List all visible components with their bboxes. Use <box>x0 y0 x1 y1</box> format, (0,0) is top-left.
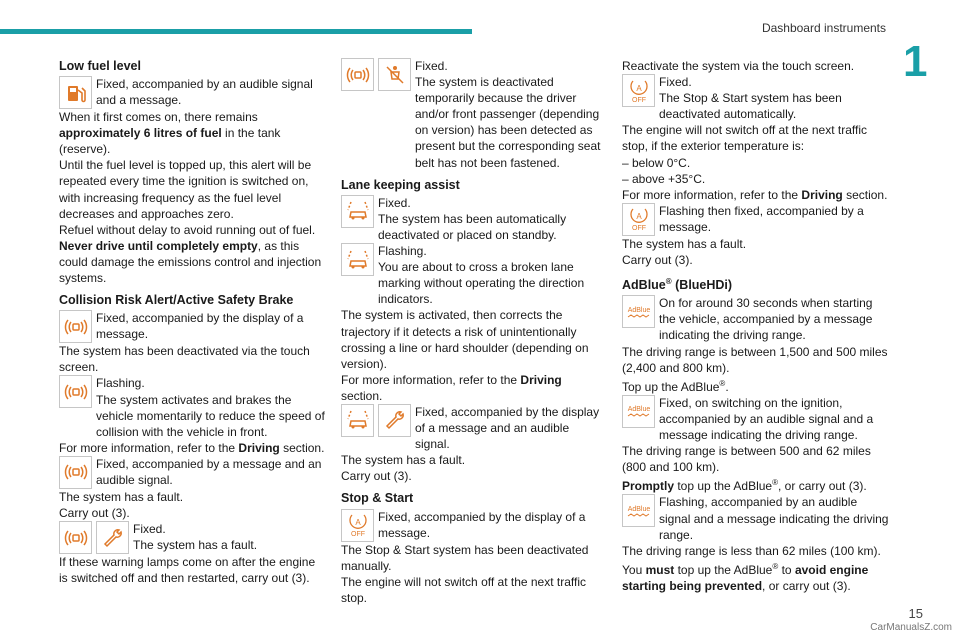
lane-keeping-icon <box>341 243 374 276</box>
header-accent-bar <box>0 29 472 34</box>
stop-start-off-icon <box>341 509 374 542</box>
fuel-pump-icon <box>59 76 92 109</box>
collision-alert-icon <box>59 375 92 408</box>
lane-keeping-icon <box>341 404 374 437</box>
svg-text:A: A <box>354 518 361 528</box>
wrench-icon <box>378 404 411 437</box>
collision-alert-icon <box>59 456 92 489</box>
svg-text:OFF: OFF <box>350 531 365 539</box>
svg-text:OFF: OFF <box>631 225 646 233</box>
column-2: Fixed. The system is deactivated temporarily because the driver and/or front passenger (depending on version) has been detected as present but the corresponding seat belt has not been fastened. Lane keeping assist Fixed. The system has been automatically deactivated or placed on standby. Flashing. You are about to cross a broken lane marking without operating the direction indicators. The system is activated, then corrects the trajectory if it detects a risk of unintentionally crossing a line or hard shoulder (depending on version). For more information, refer to the Driving section. Fixed, accompanied by the display of a message and an audible signal. The system has a fault. Carry out (3). Stop & Start A OFF Fixed, accompanied by the display of a message. The Stop & Start system has been deactivated manually. The engine will not switch off at the next traffic stop. <box>341 58 604 606</box>
stop-start-off-icon <box>622 74 655 107</box>
column-3: Reactivate the system via the touch screen. A OFF Fixed. The Stop & Start system has been deactivated automatically. The engine will not switch off at the next traffic stop, if the exterior temperature is: – below 0°C. – above +35°C. For more information, refer to the Driving section. A OFF Flashing then fixed, accompanied by a message. The system has a fault. Carry out (3). AdBlue® (BlueHDi) AdBlue On for around 30 seconds when starting the vehicle, accompanied by a message indicating the driving range. The driving range is between 1,500 and 500 miles (2,400 and 800 km). Top up the AdBlue®. AdBlue Fixed, on switching on the ignition, accompanied by an audible signal and a message indicating the driving range. The driving range is between 500 and 62 miles (800 and 100 km). Promptly top up the AdBlue®, or carry out (3). AdBlue Flashing, accompanied by an audible signal and a message indicating the driving range. The driving range is less than 62 miles (100 km). You must top up the AdBlue® to avoid engine starting being prevented, or carry out (3). <box>622 59 889 593</box>
column-1: Low fuel level Fixed, accompanied by an audible signal and a message. When it first comes on, there remains approximately 6 litres of fuel in the tank (reserve). Until the fuel level is topped up, this alert will be repeated every time the ignition is switched on, with increasing frequency as the fuel level decreases and approaches zero. Refuel without delay to avoid running out of fuel. Never drive until completely empty, as this could damage the emissions control and injection systems. Collision Risk Alert/Active Safety Brake Fixed, accompanied by the display of a message. The system has been deactivated via the touch screen. Flashing. The system activates and brakes the vehicle momentarily to reduce the speed of collision with the vehicle in front. For more information, refer to the Driving section. Fixed, accompanied by a message and an audible signal. The system has a fault. Carry out (3). Fixed. The system has a fault. If these warning lamps come on after the engine is switched off and then restarted, carry out (3). <box>59 58 327 586</box>
svg-text:OFF: OFF <box>631 96 646 104</box>
seatbelt-crossed-icon <box>378 58 411 91</box>
chapter-number: 1 <box>903 37 928 86</box>
wrench-icon <box>96 521 129 554</box>
svg-text:AdBlue: AdBlue <box>627 406 650 414</box>
collision-alert-icon <box>341 58 374 91</box>
lane-keeping-heading: Lane keeping assist <box>341 177 460 192</box>
low-fuel-heading: Low fuel level <box>59 59 141 73</box>
svg-text:AdBlue: AdBlue <box>627 306 650 314</box>
svg-text:A: A <box>635 83 642 93</box>
adblue-heading: AdBlue® (BlueHDi) <box>622 277 733 293</box>
stop-start-heading: Stop & Start <box>341 491 414 506</box>
adblue-icon <box>622 395 655 428</box>
collision-alert-icon <box>59 521 92 554</box>
collision-alert-icon <box>59 310 92 343</box>
lane-keeping-icon <box>341 195 374 228</box>
stop-start-off-icon <box>622 203 655 236</box>
svg-text:A: A <box>635 212 642 222</box>
adblue-icon <box>622 295 655 328</box>
watermark: CarManualsZ.com <box>870 622 952 633</box>
section-title: Dashboard instruments <box>761 21 886 35</box>
page-number: 15 <box>908 606 923 621</box>
adblue-icon <box>622 494 655 527</box>
svg-text:AdBlue: AdBlue <box>627 505 650 513</box>
collision-heading: Collision Risk Alert/Active Safety Brake <box>59 293 294 308</box>
